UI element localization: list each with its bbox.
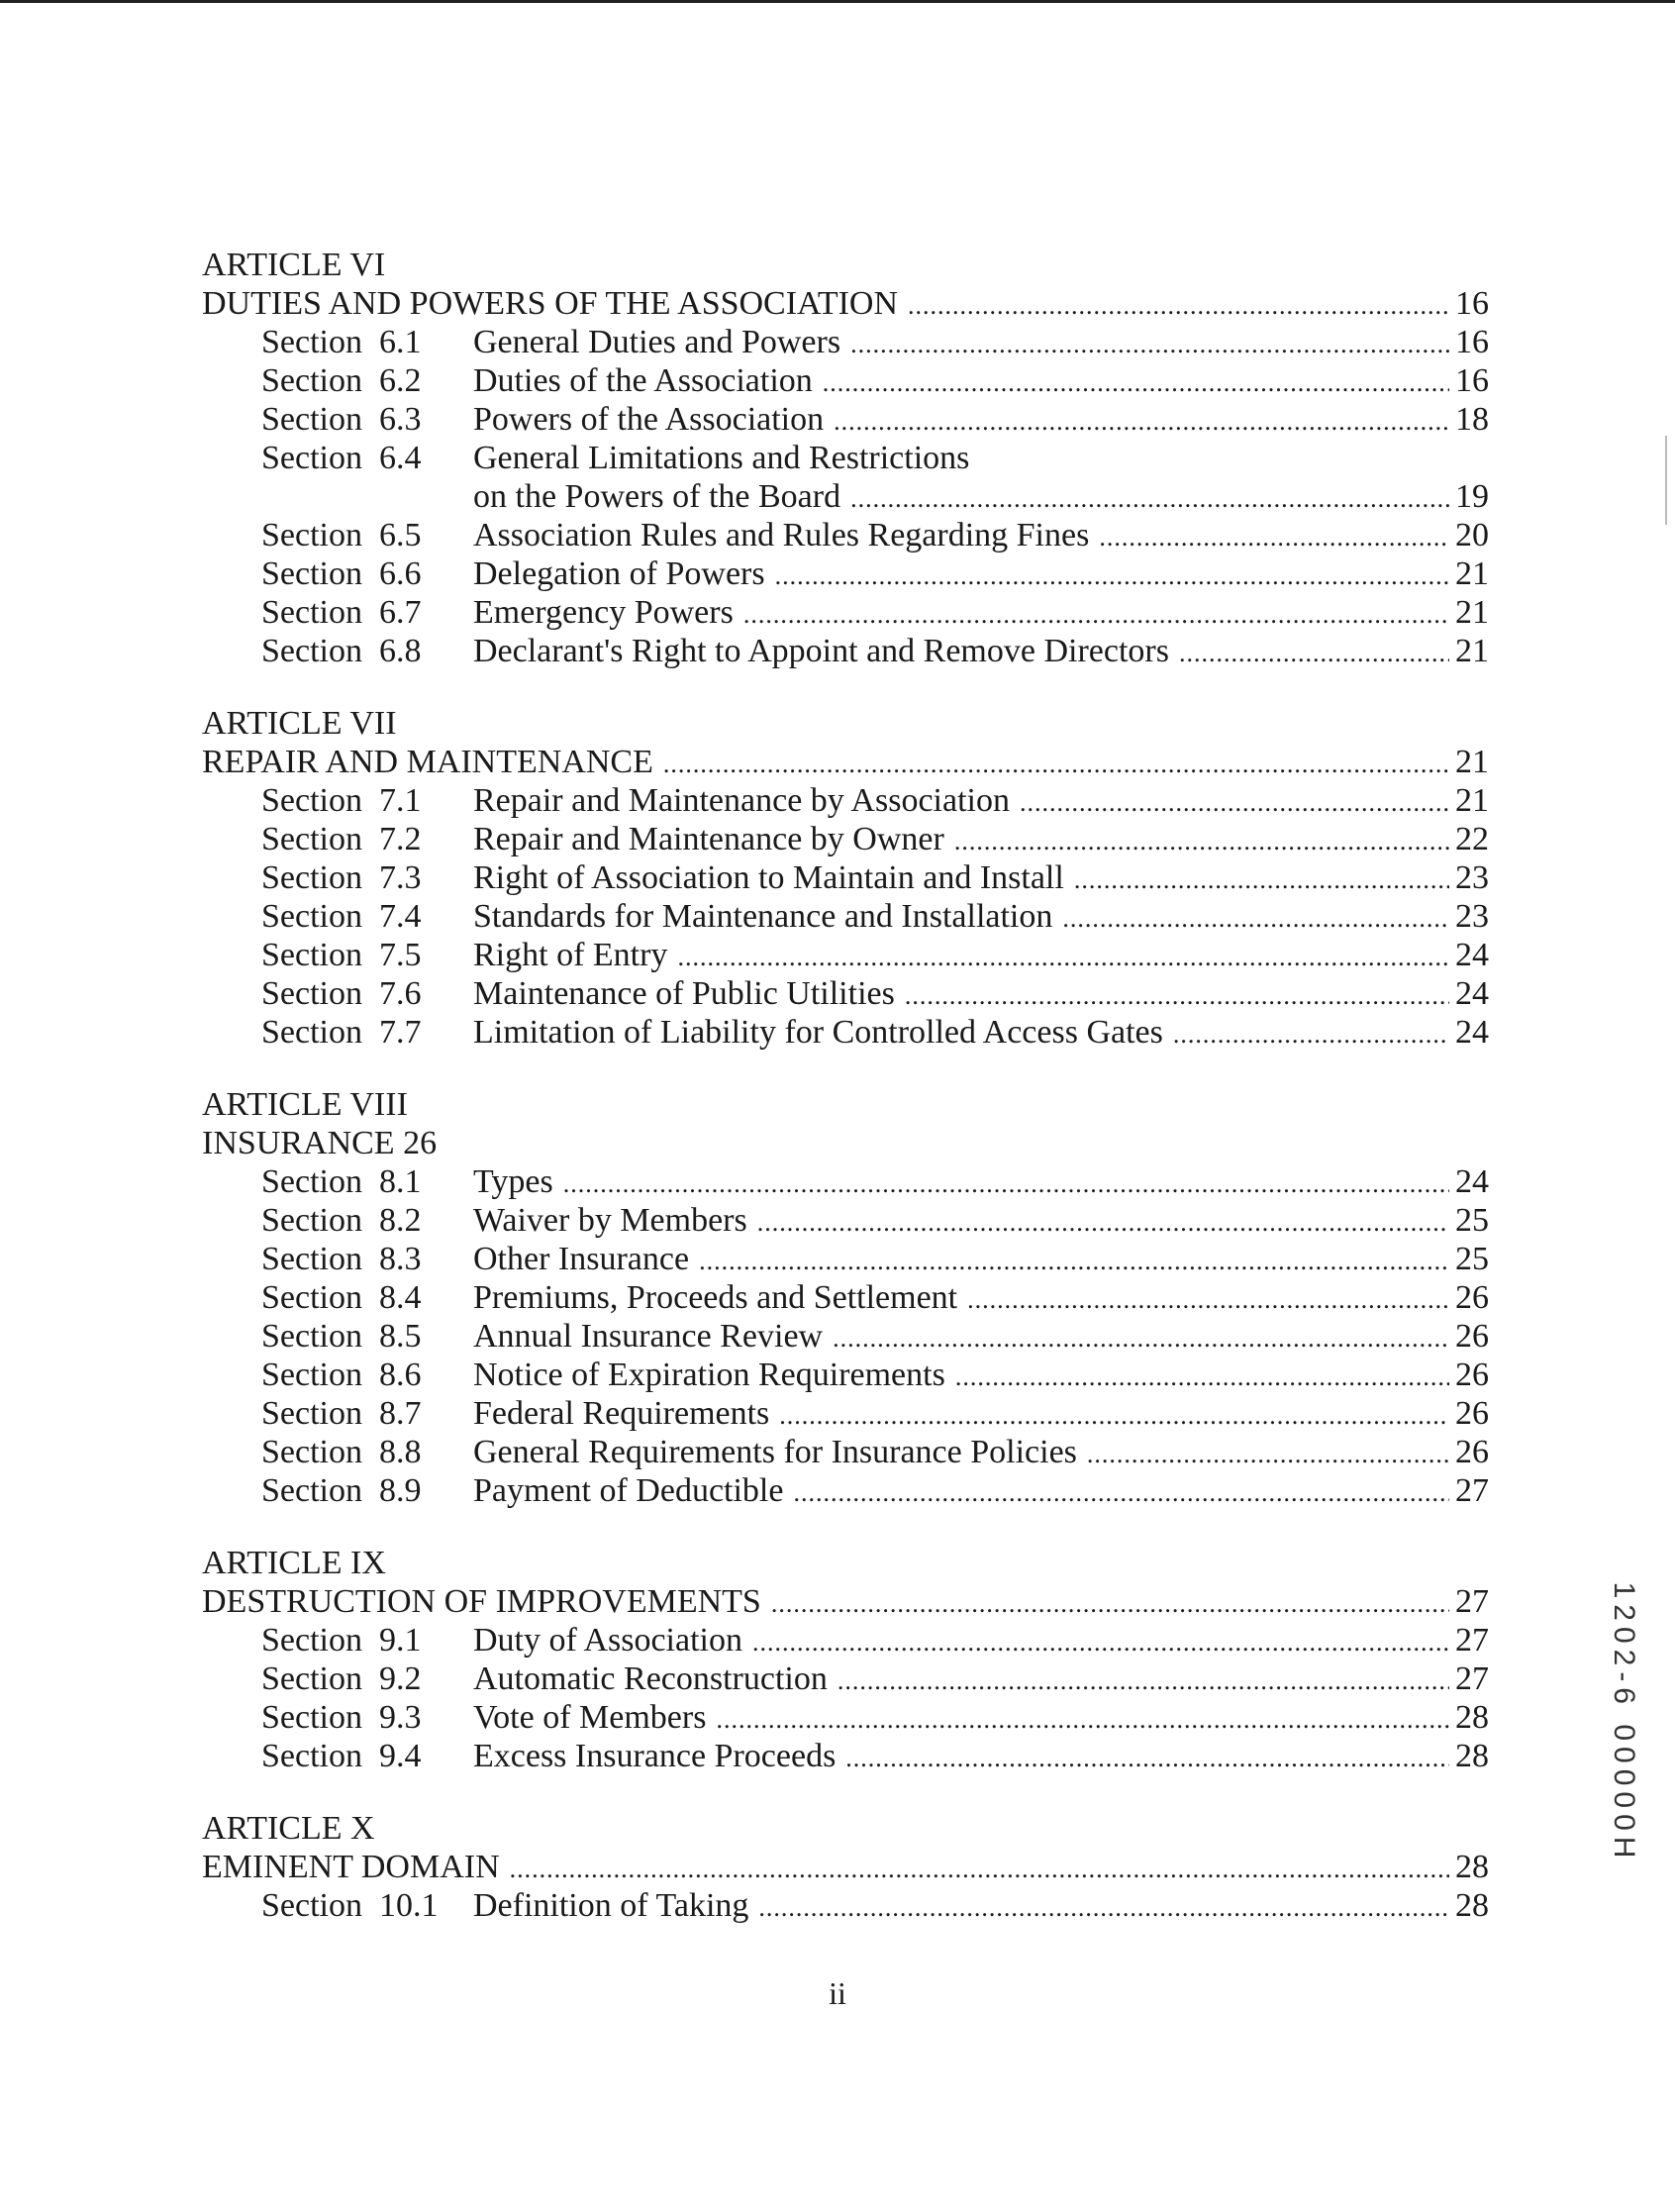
dot-leader — [1074, 860, 1449, 899]
dot-leader — [838, 1661, 1449, 1700]
section-page-number: 28 — [1455, 1699, 1489, 1736]
section-label: Section 10.1 — [261, 1887, 439, 1924]
article-number: ARTICLE X — [202, 1810, 375, 1847]
section-page-number: 28 — [1455, 1738, 1489, 1774]
dot-leader — [758, 1888, 1449, 1927]
section-label: Section 9.4 — [261, 1738, 422, 1774]
dot-leader — [834, 402, 1449, 441]
dot-leader — [833, 1319, 1449, 1357]
section-title: Repair and Maintenance by Owner — [473, 821, 944, 857]
section-page-number: 27 — [1455, 1472, 1489, 1509]
section-page-number: 26 — [1455, 1434, 1489, 1470]
section-row — [202, 1471, 1489, 1510]
section-title: Right of Entry — [473, 937, 668, 973]
dot-leader — [1020, 783, 1449, 822]
dot-leader — [850, 325, 1449, 363]
dot-leader — [716, 1700, 1449, 1739]
section-continuation-row — [202, 477, 1489, 516]
section-page-number: 24 — [1455, 975, 1489, 1012]
section-label: Section 6.8 — [261, 633, 422, 669]
section-title: Excess Insurance Proceeds — [473, 1738, 837, 1774]
article-block — [202, 1544, 1489, 1775]
section-title: Declarant's Right to Appoint and Remove Directors — [473, 633, 1169, 669]
dot-leader — [823, 363, 1449, 402]
section-row — [202, 936, 1489, 974]
section-row — [202, 1162, 1489, 1201]
section-page-number: 21 — [1455, 555, 1489, 592]
section-label: Section 6.3 — [261, 401, 422, 438]
section-label: Section 8.3 — [261, 1241, 422, 1277]
section-page-number: 20 — [1455, 517, 1489, 553]
dot-leader — [905, 976, 1449, 1015]
section-title: Notice of Expiration Requirements — [473, 1357, 945, 1393]
section-row — [202, 858, 1489, 897]
section-page-number: 27 — [1455, 1622, 1489, 1659]
section-label: Section 6.7 — [261, 594, 422, 631]
section-title: General Limitations and Restrictions — [473, 440, 970, 476]
section-row — [202, 632, 1489, 670]
section-title: Powers of the Association — [473, 401, 825, 438]
dot-leader — [752, 1623, 1449, 1661]
section-row — [202, 1621, 1489, 1659]
section-row — [202, 1886, 1489, 1925]
section-title: Payment of Deductible — [473, 1472, 784, 1509]
section-row — [202, 1433, 1489, 1471]
article-block — [202, 704, 1489, 1052]
dot-leader — [850, 479, 1449, 518]
section-page-number: 25 — [1455, 1202, 1489, 1239]
section-row — [202, 1394, 1489, 1433]
section-page-number: 27 — [1455, 1660, 1489, 1697]
section-label: Section 6.1 — [261, 324, 422, 360]
section-row — [202, 974, 1489, 1013]
section-label: Section 7.5 — [261, 937, 422, 973]
dot-leader — [663, 745, 1449, 783]
section-page-number: 23 — [1455, 859, 1489, 896]
section-row — [202, 1356, 1489, 1394]
section-page-number: 26 — [1455, 1357, 1489, 1393]
section-row — [202, 516, 1489, 554]
section-label: Section 8.5 — [261, 1318, 422, 1355]
dot-leader — [1173, 1015, 1449, 1054]
article-page-number: 27 — [1455, 1583, 1489, 1620]
section-page-number: 24 — [1455, 937, 1489, 973]
section-label: Section 6.6 — [261, 555, 422, 592]
section-title: Other Insurance — [473, 1241, 690, 1277]
article-title: EMINENT DOMAIN — [202, 1849, 500, 1885]
article-title-row — [202, 1124, 1489, 1162]
section-row — [202, 1278, 1489, 1317]
top-scan-edge — [0, 0, 1675, 3]
section-row — [202, 400, 1489, 439]
section-title: Limitation of Liability for Controlled Access Gates — [473, 1014, 1163, 1051]
article-page-number: 16 — [1455, 285, 1489, 322]
page-number: ii — [829, 1975, 846, 2011]
dot-leader — [779, 1396, 1449, 1435]
section-title: Delegation of Powers — [473, 555, 765, 592]
section-title: Waiver by Members — [473, 1202, 747, 1239]
dot-leader — [793, 1473, 1449, 1512]
section-label: Section 8.9 — [261, 1472, 422, 1509]
section-label: Section 7.1 — [261, 782, 422, 819]
section-page-number: 24 — [1455, 1014, 1489, 1051]
section-title: Association Rules and Rules Regarding Fines — [473, 517, 1090, 553]
section-title: Premiums, Proceeds and Settlement — [473, 1279, 958, 1316]
section-label: Section 9.1 — [261, 1622, 422, 1659]
section-title: Right of Association to Maintain and Install — [473, 859, 1064, 896]
section-title-continuation: on the Powers of the Board — [473, 478, 841, 515]
section-label: Section 8.1 — [261, 1163, 422, 1200]
dot-leader — [510, 1850, 1449, 1888]
article-title: REPAIR AND MAINTENANCE — [202, 744, 653, 780]
section-page-number: 21 — [1455, 594, 1489, 631]
dot-leader — [954, 822, 1449, 860]
section-page-number: 25 — [1455, 1241, 1489, 1277]
section-page-number: 26 — [1455, 1395, 1489, 1432]
dot-leader — [775, 556, 1449, 595]
article-page-number: 28 — [1455, 1849, 1489, 1885]
article-number: ARTICLE VI — [202, 247, 386, 283]
section-title: Repair and Maintenance by Association — [473, 782, 1010, 819]
section-page-number: 24 — [1455, 1163, 1489, 1200]
article-title-row — [202, 743, 1489, 781]
article-block — [202, 246, 1489, 670]
dot-leader — [967, 1280, 1449, 1319]
dot-leader — [1087, 1435, 1449, 1473]
article-block — [202, 1085, 1489, 1510]
section-label: Section 7.7 — [261, 1014, 422, 1051]
section-row — [202, 554, 1489, 593]
section-page-number: 19 — [1455, 478, 1489, 515]
section-row — [202, 1317, 1489, 1356]
section-label: Section 6.5 — [261, 517, 422, 553]
section-page-number: 16 — [1455, 324, 1489, 360]
article-title-row — [202, 1582, 1489, 1621]
section-title: Types — [473, 1163, 553, 1200]
section-title: Vote of Members — [473, 1699, 707, 1736]
table-of-contents — [202, 246, 1489, 1959]
section-page-number: 18 — [1455, 401, 1489, 438]
dot-leader — [908, 286, 1449, 325]
scan-artifact — [1665, 436, 1667, 525]
dot-leader — [955, 1357, 1449, 1396]
section-row — [202, 1201, 1489, 1240]
dot-leader — [699, 1242, 1449, 1280]
dot-leader — [563, 1164, 1449, 1203]
section-label: Section 7.6 — [261, 975, 422, 1012]
dot-leader — [771, 1584, 1449, 1623]
section-label: Section 8.8 — [261, 1434, 422, 1470]
section-title: Maintenance of Public Utilities — [473, 975, 895, 1012]
section-title: Emergency Powers — [473, 594, 734, 631]
section-row — [202, 323, 1489, 361]
section-title: Standards for Maintenance and Installation — [473, 898, 1053, 935]
section-title: Federal Requirements — [473, 1395, 770, 1432]
section-page-number: 21 — [1455, 633, 1489, 669]
section-title: Automatic Reconstruction — [473, 1660, 828, 1697]
bates-stamp — [1594, 1581, 1653, 1864]
dot-leader — [757, 1203, 1449, 1242]
section-row — [202, 897, 1489, 936]
section-row — [202, 820, 1489, 858]
section-row — [202, 439, 1489, 477]
section-label: Section 8.4 — [261, 1279, 422, 1316]
section-row — [202, 593, 1489, 632]
section-label: Section 8.6 — [261, 1357, 422, 1393]
section-title: Duties of the Association — [473, 362, 813, 399]
section-page-number: 21 — [1455, 782, 1489, 819]
section-title: Duty of Association — [473, 1622, 742, 1659]
section-row — [202, 1737, 1489, 1775]
section-page-number: 16 — [1455, 362, 1489, 399]
article-title-row — [202, 284, 1489, 323]
dot-leader — [1099, 518, 1449, 556]
bates-stamp-text: 1202-6 00000H — [1608, 1581, 1640, 1864]
dot-leader — [677, 938, 1449, 976]
section-page-number: 26 — [1455, 1279, 1489, 1316]
section-label: Section 8.7 — [261, 1395, 422, 1432]
section-title: Definition of Taking — [473, 1887, 749, 1924]
section-title: Annual Insurance Review — [473, 1318, 824, 1355]
section-row — [202, 361, 1489, 400]
section-label: Section 6.4 — [261, 440, 422, 476]
section-label: Section 7.3 — [261, 859, 422, 896]
section-label: Section 9.2 — [261, 1660, 422, 1697]
section-label: Section 7.4 — [261, 898, 422, 935]
section-label: Section 6.2 — [261, 362, 422, 399]
section-page-number: 23 — [1455, 898, 1489, 935]
article-number: ARTICLE IX — [202, 1545, 386, 1581]
section-row — [202, 1240, 1489, 1278]
article-page-number: 21 — [1455, 744, 1489, 780]
section-row — [202, 1659, 1489, 1698]
section-label: Section 7.2 — [261, 821, 422, 857]
article-title: DUTIES AND POWERS OF THE ASSOCIATION — [202, 285, 899, 322]
section-page-number: 26 — [1455, 1318, 1489, 1355]
article-block — [202, 1809, 1489, 1925]
section-row — [202, 1698, 1489, 1737]
dot-leader — [1062, 899, 1449, 938]
article-title: DESTRUCTION OF IMPROVEMENTS — [202, 1583, 761, 1620]
article-title-row — [202, 1848, 1489, 1886]
section-row — [202, 781, 1489, 820]
section-title: General Duties and Powers — [473, 324, 841, 360]
dot-leader — [1179, 634, 1449, 672]
section-row — [202, 1013, 1489, 1052]
article-title: INSURANCE 26 — [202, 1125, 438, 1161]
article-number: ARTICLE VII — [202, 705, 397, 742]
section-label: Section 8.2 — [261, 1202, 422, 1239]
section-title: General Requirements for Insurance Policies — [473, 1434, 1077, 1470]
section-label: Section 9.3 — [261, 1699, 422, 1736]
article-number: ARTICLE VIII — [202, 1086, 408, 1123]
section-page-number: 28 — [1455, 1887, 1489, 1924]
dot-leader — [845, 1739, 1449, 1777]
section-page-number: 22 — [1455, 821, 1489, 857]
dot-leader — [743, 595, 1449, 634]
